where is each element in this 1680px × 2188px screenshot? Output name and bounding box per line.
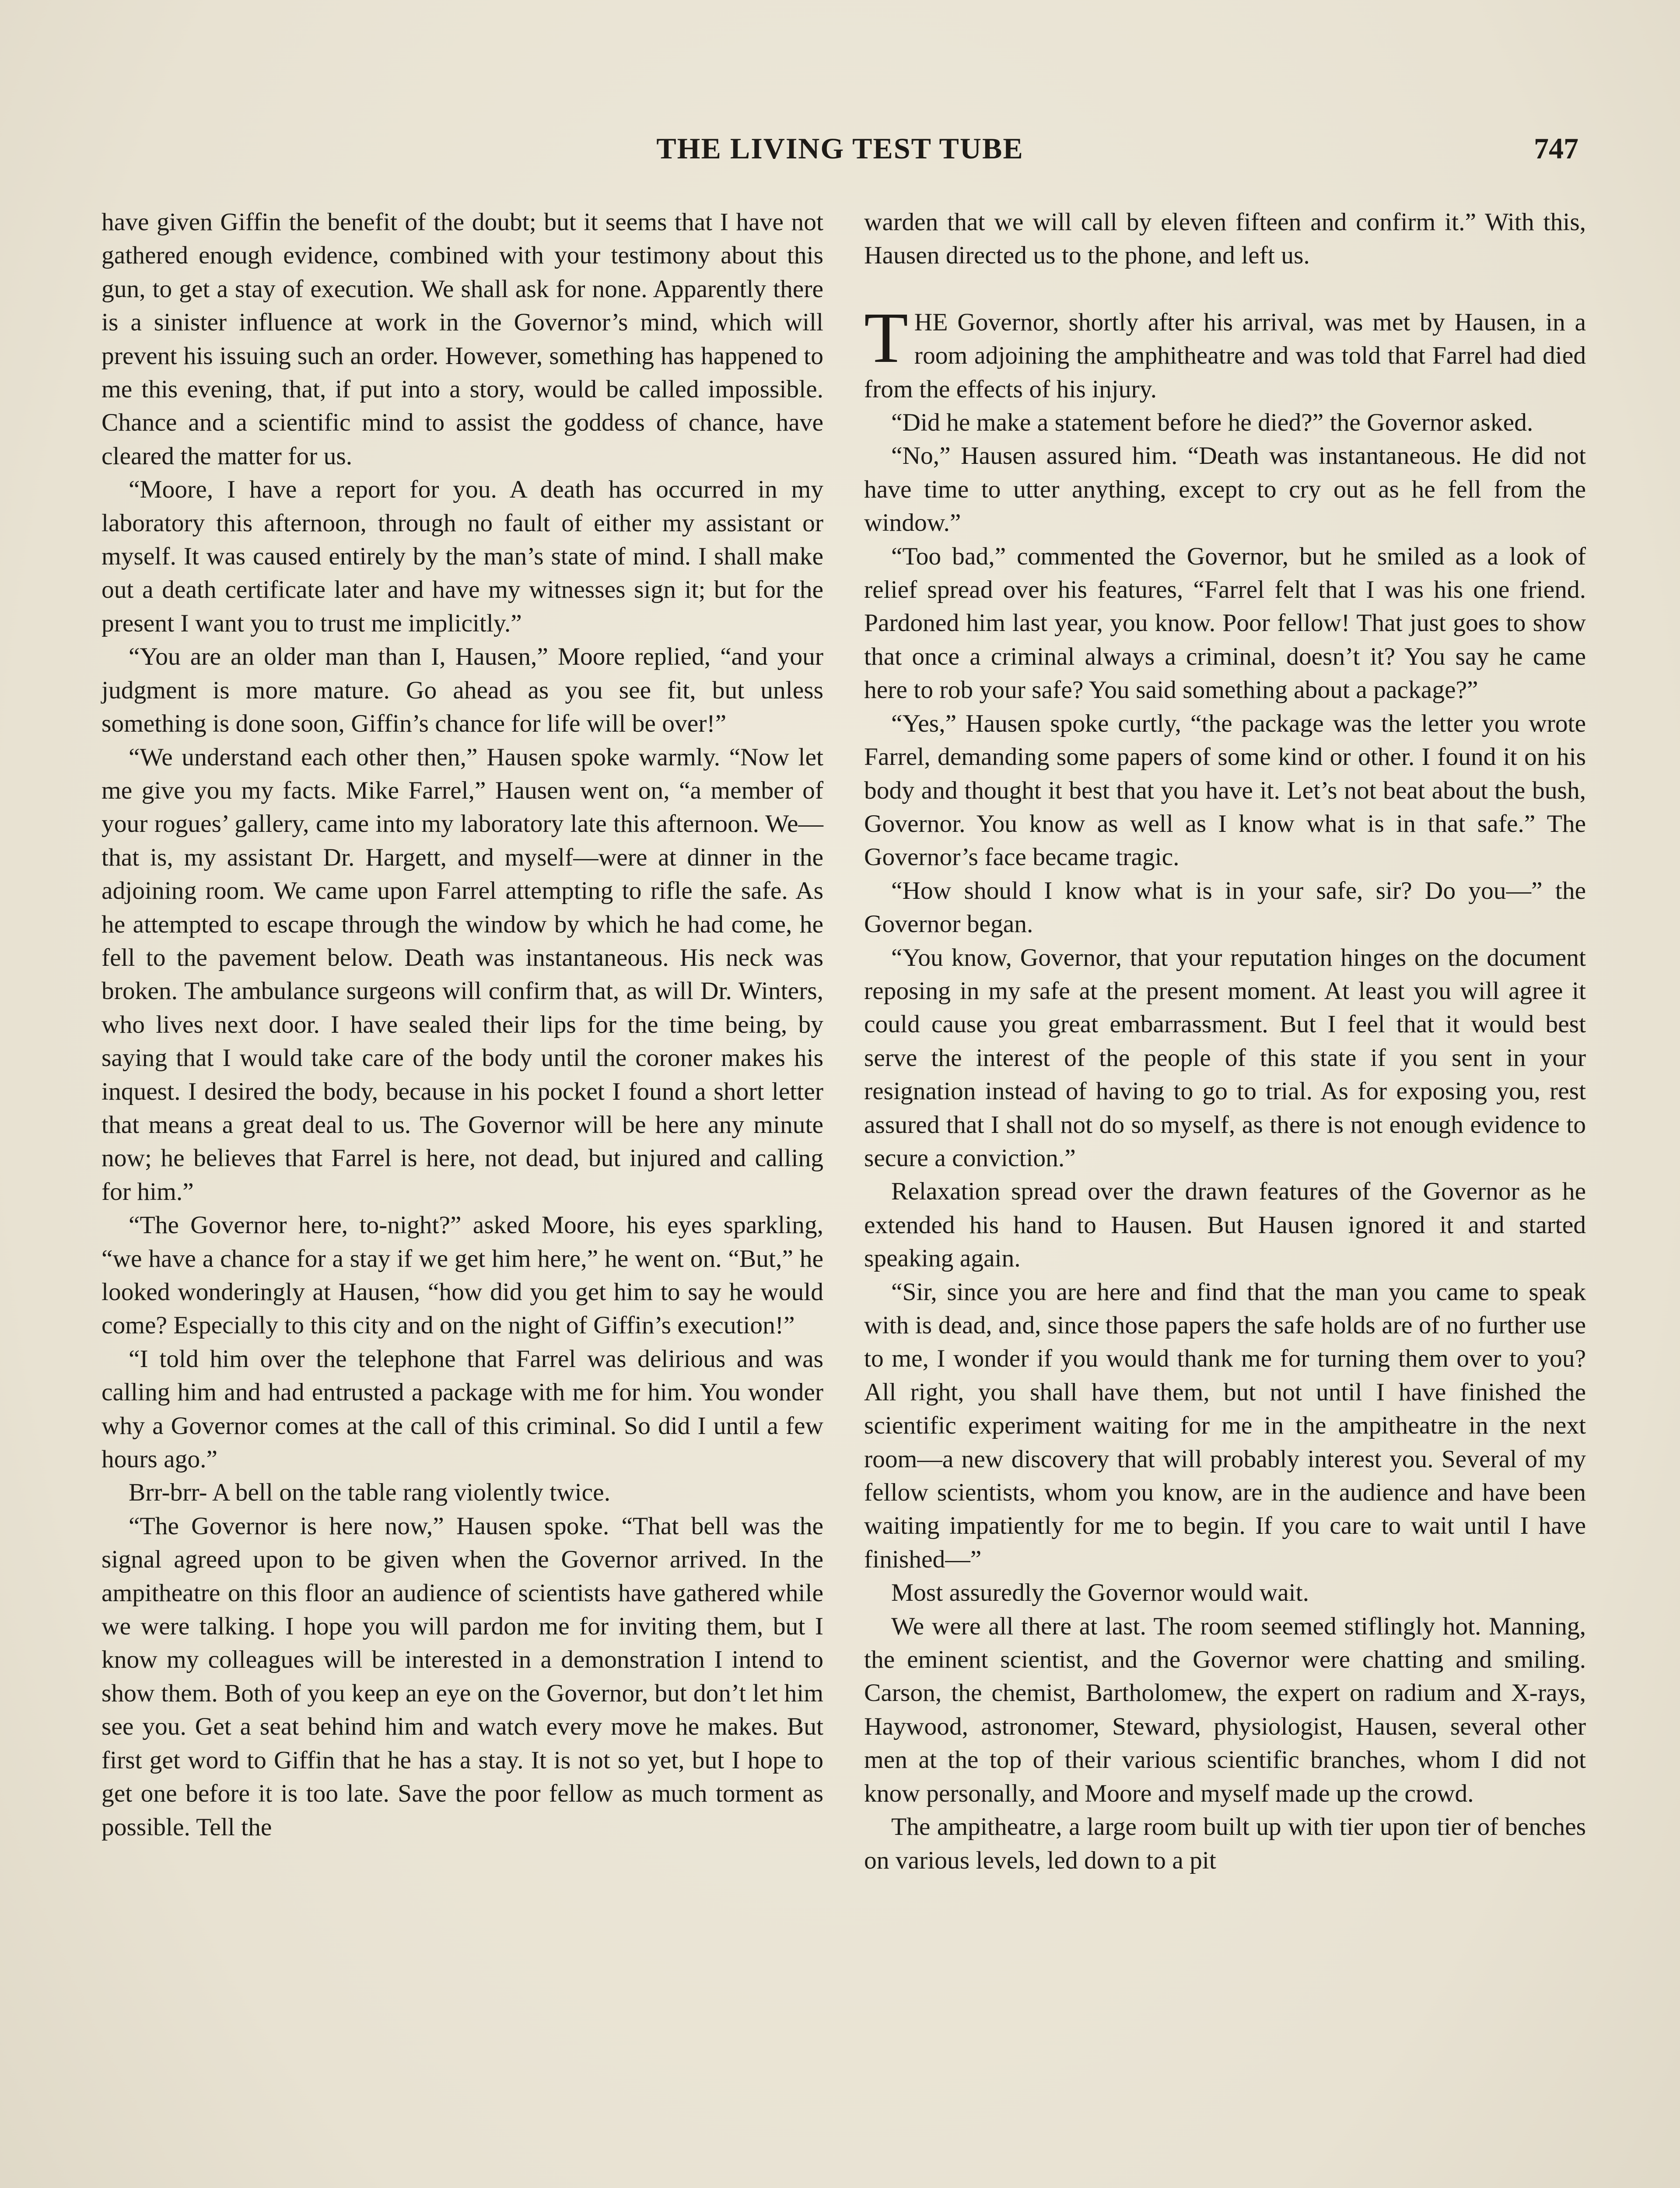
paragraph: “You know, Governor, that your reputation hinges on the document reposing in my safe at the present moment. At least you will agree it could cause you great embarrassment. But I feel that it would best serve the interest of the people of this state if you sent in your resignation instead of having to go to trial. As for exposing you, rest assured that I shall not do so myself, as there is not enough evidence to secure a conviction.”	[864, 943, 1586, 1172]
left-column	[102, 206, 823, 1844]
paragraph: We were all there at last. The room seemed stiflingly hot. Manning, the eminent scientist, and the Governor were chatting and smiling. Carson, the chemist, Bartholomew, the expert on radium and X-rays, Haywood, astronomer, Steward, physiologist, Hausen, several other men at the top of their various scientific branches, whom I did not know personally, and Moore and myself made up the crowd.	[864, 1612, 1586, 1807]
paragraph: “The Governor is here now,” Hausen spoke. “That bell was the signal agreed upon to be given when the Governor arrived. In the ampitheatre on this floor an audience of scientists have gathered while we were talking. I hope you will pardon me for inviting them, but I know my colleagues will be interested in a demonstration I intend to show them. Both of you keep an eye on the Governor, but don’t let him see you. Get a seat behind him and watch every move he makes. But first get word to Giffin that he has a stay. It is not so yet, but I hope to get one before it is too late. Save the poor fellow as much torment as possible. Tell the	[102, 1512, 823, 1841]
page-number: 747	[1534, 132, 1578, 165]
paragraph: “Sir, since you are here and find that the man you came to speak with is dead, and, since those papers the safe holds are of no further use to me, I wonder if you would thank me for turning them over to you? All right, you shall have them, but not until I have finished the scientific experiment waiting for me in the ampitheatre in the next room—a new discovery that will probably interest you. Several of my fellow scientists, whom you know, are in the audience and have been waiting impatiently for me to begin. If you care to wait until I have finished—”	[864, 1278, 1586, 1573]
drop-cap-text: HE Governor, shortly after his arrival, was met by Hausen, in a room adjoining the amphitheatre and was told that Farrel had died from the effects of his injury.	[864, 308, 1586, 403]
paragraph: “Moore, I have a report for you. A death has occurred in my laboratory this afternoon, through no fault of either my assistant or myself. It was caused entirely by the man’s state of mind. I shall make out a death certificate later and have my witnesses sign it; but for the present I want you to trust me implicitly.”	[102, 476, 823, 637]
section-opening-paragraph	[864, 297, 1586, 406]
running-title: THE LIVING TEST TUBE	[656, 132, 1024, 165]
paragraph: have given Giffin the benefit of the doubt; but it seems that I have not gathered enough evidence, combined with your testimony about this gun, to get a stay of execution. We shall ask for none. Apparently there is a sinister influence at work in the Governor’s mind, which will prevent his issuing such an order. However, something has happened to me this evening, that, if put into a story, would be called impossible. Chance and a scientific mind to assist the goddess of chance, have cleared the matter for us.	[102, 208, 823, 470]
paragraph: Relaxation spread over the drawn features of the Governor as he extended his hand to Hausen. But Hausen ignored it and started speaking again.	[864, 1178, 1586, 1273]
right-column	[864, 206, 1586, 1877]
paragraph: Brr-brr- A bell on the table rang violently twice.	[129, 1479, 611, 1507]
paragraph: “We understand each other then,” Hausen spoke warmly. “Now let me give you my facts. Mike Farrel,” Hausen went on, “a member of your rogues’ gallery, came into my laboratory late this afternoon. We—that is, my assistant Dr. Hargett, and myself—were at dinner in the adjoining room. We came upon Farrel attempting to rifle the safe. As he attempted to escape through the window by which he had come, he fell to the pavement below. Death was instantaneous. His neck was broken. The ambulance surgeons will confirm that, as will Dr. Winters, who lives next door. I have sealed their lips for the time being, by saying that I would take care of the body until the coroner makes his inquest. I desired the body, because in his pocket I found a short letter that means a great deal to us. The Governor will be here any minute now; he believes that Farrel is here, not dead, but injured and calling for him.”	[102, 743, 823, 1206]
page-header	[102, 131, 1578, 179]
paragraph: The ampitheatre, a large room built up with tier upon tier of benches on various levels, led down to a pit	[864, 1813, 1586, 1874]
paragraph: “Did he make a statement before he died?” the Governor asked.	[891, 409, 1533, 437]
paragraph: warden that we will call by eleven fifteen and confirm it.” With this, Hausen directed us to the phone, and left us.	[864, 208, 1586, 270]
paragraph: “The Governor here, to-night?” asked Moore, his eyes sparkling, “we have a chance for a stay if we get him here,” he went on. “But,” he looked wonderingly at Hausen, “how did you get him to say he would come? Especially to this city and on the night of Giffin’s execution!”	[102, 1211, 823, 1339]
paragraph: “I told him over the telephone that Farrel was delirious and was calling him and had entrusted a package with me for him. You wonder why a Governor comes at the call of this criminal. So did I until a few hours ago.”	[102, 1345, 823, 1473]
paragraph: “No,” Hausen assured him. “Death was instantaneous. He did not have time to utter anything, except to cry out as he fell from the window.”	[864, 442, 1586, 537]
paragraph: “Yes,” Hausen spoke curtly, “the package was the letter you wrote Farrel, demanding some papers of some kind or other. I found it on his body and thought it best that you have it. Let’s not beat about the bush, Governor. You know as well as I know what is in that safe.” The Governor’s face became tragic.	[864, 709, 1586, 871]
paragraph: “Too bad,” commented the Governor, but he smiled as a look of relief spread over his features, “Farrel felt that I was his one friend. Pardoned him last year, you know. Poor fellow! That just goes to show that once a criminal always a criminal, doesn’t it? You say he came here to rob your safe? You said something about a package?”	[864, 542, 1586, 704]
paragraph: Most assuredly the Governor would wait.	[891, 1579, 1309, 1607]
paragraph: “How should I know what is in your safe, sir? Do you—” the Governor began.	[864, 877, 1586, 938]
paragraph: “You are an older man than I, Hausen,” Moore replied, “and your judgment is more mature. Go ahead as you see fit, but unless something is done soon, Giffin’s chance for life will be over!”	[102, 643, 823, 738]
drop-cap: T	[864, 297, 908, 378]
